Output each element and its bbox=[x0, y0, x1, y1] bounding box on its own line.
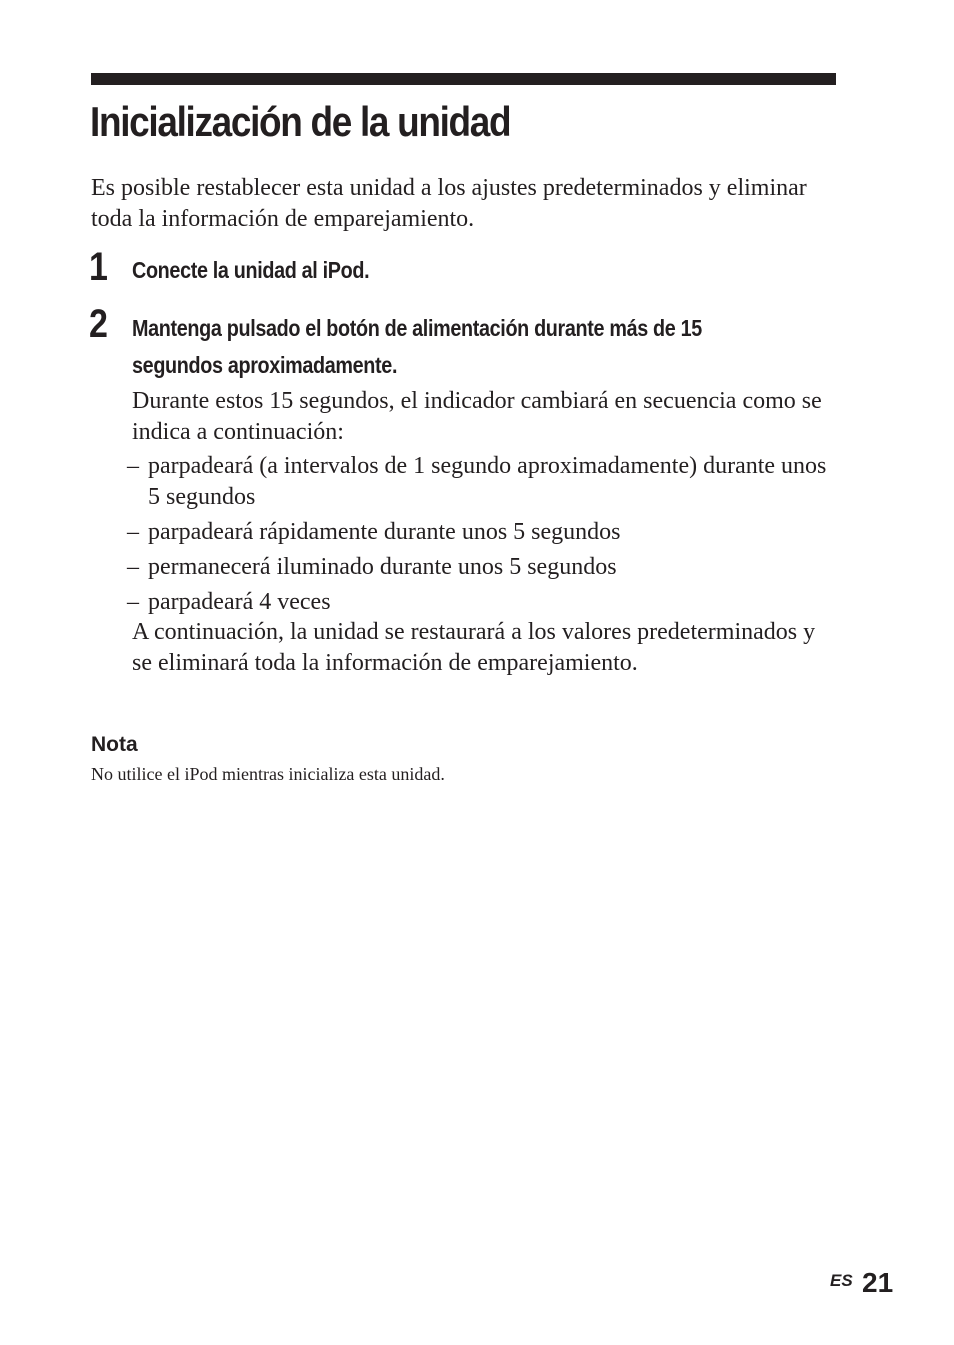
page-title: Inicialización de la unidad bbox=[90, 98, 511, 145]
step-1-title: Conecte la unidad al iPod. bbox=[132, 257, 370, 283]
step-2-title-line-2: segundos aproximadamente. bbox=[132, 352, 398, 378]
list-item bbox=[127, 517, 827, 548]
note-text: No utilice el iPod mientras inicializa esta unidad. bbox=[91, 764, 445, 784]
intro-paragraph: Es posible restablecer esta unidad a los ajustes predeterminados y eliminar toda la información de emparejamiento. bbox=[91, 175, 807, 232]
list-item-text: parpadeará (a intervalos de 1 segundo aproximadamente) durante unos 5 segundos bbox=[148, 453, 827, 510]
step-1-number: 1 bbox=[89, 245, 108, 289]
list-item bbox=[127, 587, 827, 618]
list-item-text: parpadeará 4 veces bbox=[148, 589, 331, 615]
dash-marker: – bbox=[127, 453, 139, 479]
page-number: 21 bbox=[862, 1267, 894, 1298]
step-2-description: Durante estos 15 segundos, el indicador cambiará en secuencia como se indica a continuación: bbox=[132, 388, 822, 445]
step-2-conclusion: A continuación, la unidad se restaurará a los valores predeterminados y se eliminará toda la información de emparejamiento. bbox=[132, 619, 816, 676]
language-code: ES bbox=[830, 1271, 853, 1290]
indicator-sequence-list bbox=[127, 451, 827, 618]
dash-marker: – bbox=[127, 589, 139, 615]
list-item bbox=[127, 451, 827, 513]
list-item-text: parpadeará rápidamente durante unos 5 segundos bbox=[148, 519, 621, 545]
section-rule bbox=[91, 73, 836, 85]
dash-marker: – bbox=[127, 554, 139, 580]
dash-marker: – bbox=[127, 519, 139, 545]
list-item bbox=[127, 552, 827, 583]
note-heading: Nota bbox=[91, 733, 138, 756]
list-item-text: permanecerá iluminado durante unos 5 segundos bbox=[148, 554, 617, 580]
step-2-title-line-1: Mantenga pulsado el botón de alimentación durante más de 15 bbox=[132, 315, 702, 341]
step-2-number: 2 bbox=[89, 302, 108, 346]
